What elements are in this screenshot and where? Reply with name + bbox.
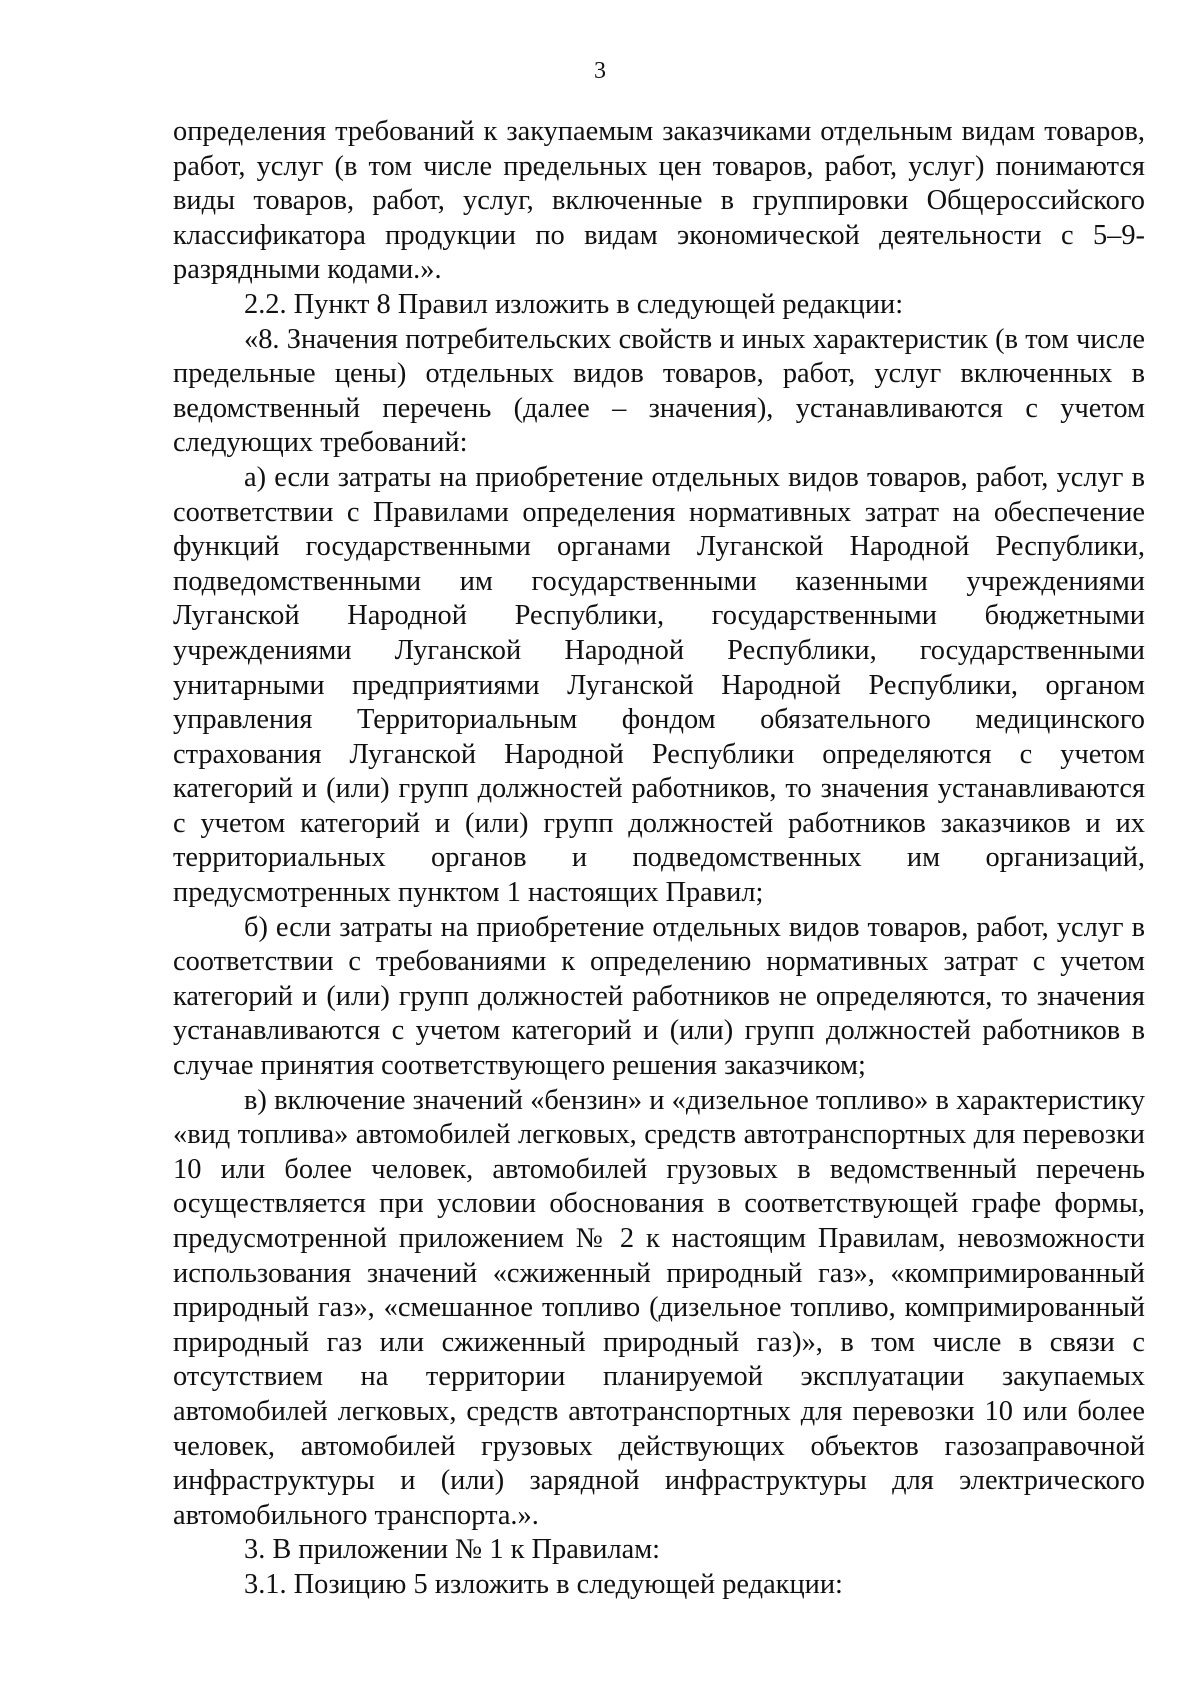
paragraph-clause-3-1: 3.1. Позицию 5 изложить в следующей редакции: <box>244 1568 843 1600</box>
paragraph-clause-3: 3. В приложении № 1 к Правилам: <box>244 1534 661 1566</box>
paragraph-continuation: определения требований к закупаемым заказчиками отдельным видам товаров, работ, услуг (в том числе предельных цен товаров, работ, услуг) понимаются виды товаров, работ, услуг, включенные в группировки Общероссийского классификатора продукции по видам экономической деятельности с 5–9-разрядными кодами.». <box>173 116 1145 286</box>
paragraph-item-a: а) если затраты на приобретение отдельных видов товаров, работ, услуг в соответствии с Правилами определения нормативных затрат на обеспечение функций государственными органами Луганской Народной Республики, подведомственными им государственными казенными учреждениями Луганской Народной Республики, государственными бюджетными учреждениями Луганской Народной Республики, государственными унитарными предприятиями Луганской Народной Республики, органом управления Территориальным фондом обязательного медицинского страхования Луганской Народной Республики определяются с учетом категорий и (или) групп должностей работников, то значения устанавливаются с учетом категорий и (или) групп должностей работников заказчиков и их территориальных органов и подведомственных им организаций, предусмотренных пунктом 1 настоящих Правил; <box>173 461 1145 909</box>
paragraph-item-v: в) включение значений «бензин» и «дизельное топливо» в характеристику «вид топлива» автомобилей легковых, средств автотранспортных для перевозки 10 или более человек, автомобилей грузовых в ведомственный перечень осуществляется при условии обоснования в соответствующей графе формы, предусмотренной приложением № 2 к настоящим Правилам, невозможности использования значений «сжиженный природный газ», «компримированный природный газ», «смешанное топливо (дизельное топливо, компримированный природный газ или сжиженный природный газ)», в том числе в связи с отсутствием на территории планируемой эксплуатации закупаемых автомобилей легковых, средств автотранспортных для перевозки 10 или более человек, автомобилей грузовых действующих объектов газозаправочной инфраструктуры и (или) зарядной инфраструктуры для электрического автомобильного транспорта.». <box>173 1084 1145 1531</box>
paragraph-item-b: б) если затраты на приобретение отдельных видов товаров, работ, услуг в соответствии с требованиями к определению нормативных затрат с учетом категорий и (или) групп должностей работников не определяются, то значения устанавливаются с учетом категорий и (или) групп должностей работников в случае принятия соответствующего решения заказчиком; <box>173 911 1145 1082</box>
paragraph-clause-2-2: 2.2. Пункт 8 Правил изложить в следующей редакции: <box>244 288 904 320</box>
page-number: 3 <box>594 58 606 84</box>
document-body <box>173 115 1145 1603</box>
paragraph-clause-8: «8. Значения потребительских свойств и иных характеристик (в том числе предельные цены) отдельных видов товаров, работ, услуг включенных в ведомственный перечень (далее – значения), устанавливаются с учетом следующих требований: <box>173 323 1145 459</box>
